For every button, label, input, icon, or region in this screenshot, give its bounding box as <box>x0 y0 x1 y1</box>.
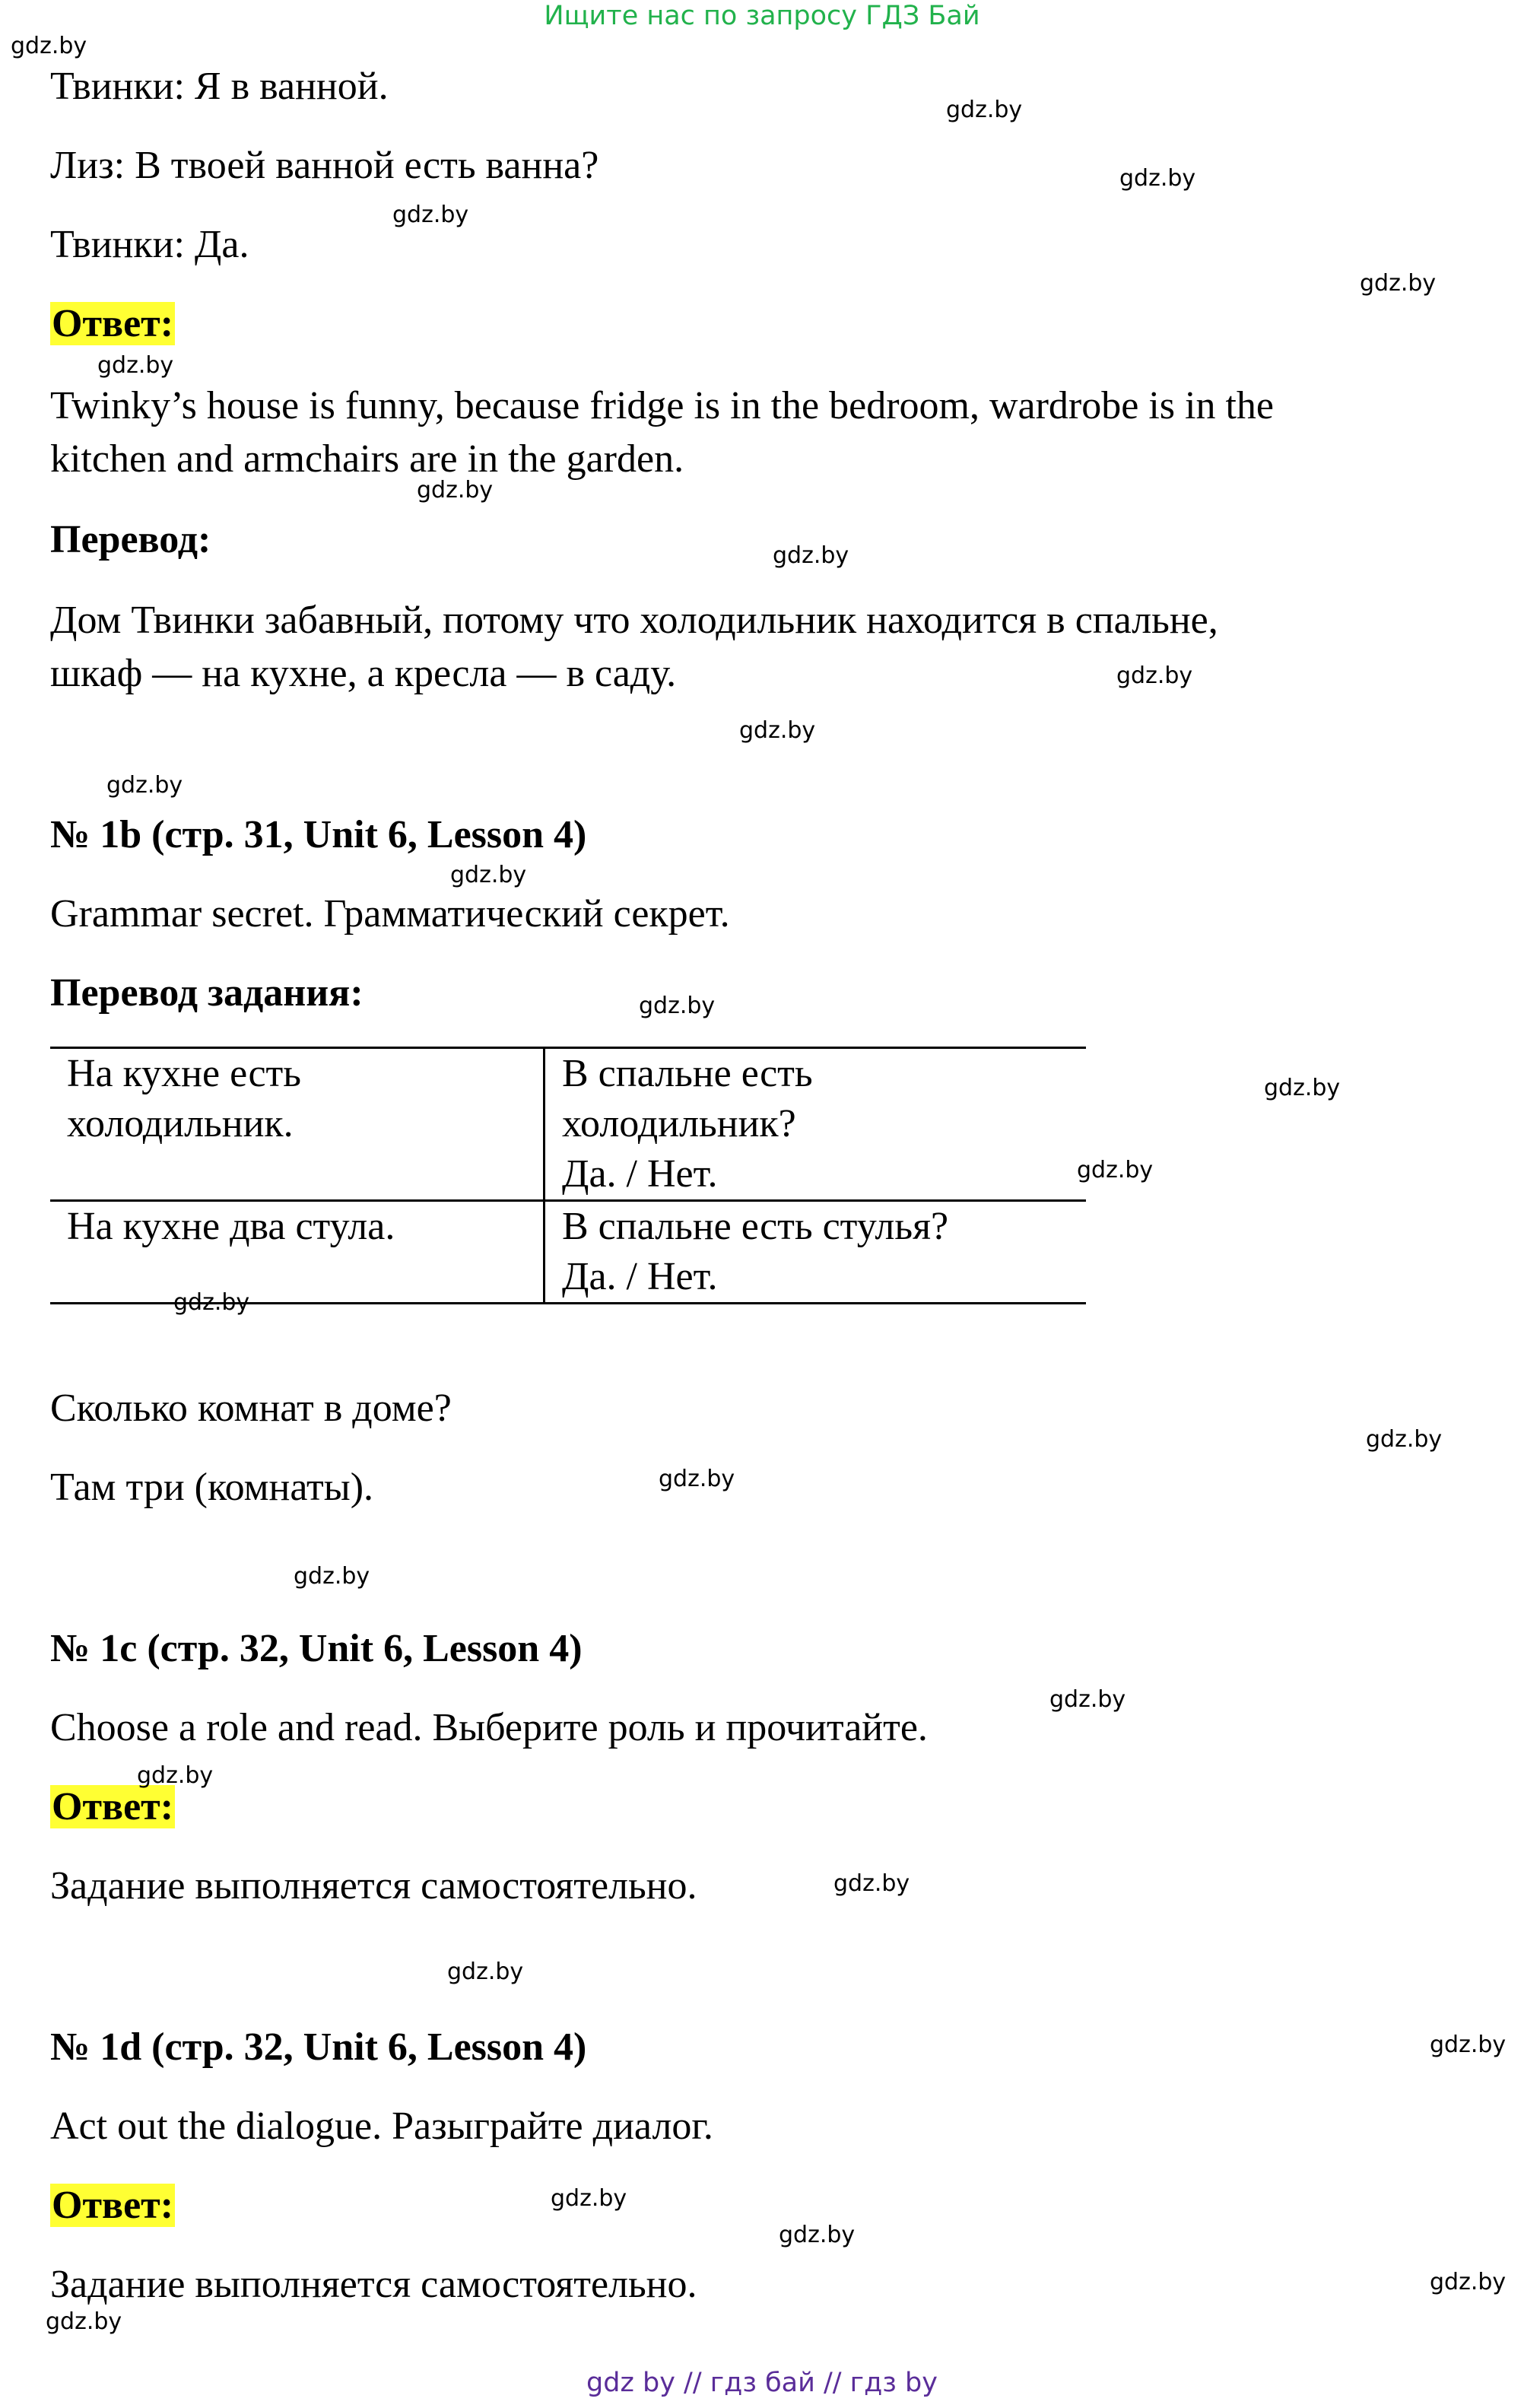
dialogue-line: Лиз: В твоей ванной есть ванна? <box>50 144 599 187</box>
watermark: gdz.by <box>551 2185 627 2212</box>
answer-text: Задание выполняется самостоятельно. <box>50 2263 697 2306</box>
translation-line: шкаф — на кухне, а кресла — в саду. <box>50 652 677 695</box>
footer-links[interactable]: gdz by // гдз бай // гдз by <box>586 2368 938 2398</box>
answer-text: Там три (комнаты). <box>50 1466 374 1509</box>
watermark: gdz.by <box>97 352 174 379</box>
exercise-task-1b: Grammar secret. Грамматический секрет. <box>50 892 730 936</box>
exercise-task-1c: Choose a role and read. Выберите роль и прочитайте. <box>50 1706 928 1749</box>
watermark: gdz.by <box>1430 2032 1507 2058</box>
watermark: gdz.by <box>773 542 849 569</box>
watermark: gdz.by <box>1116 662 1193 689</box>
watermark: gdz.by <box>1430 2269 1507 2295</box>
watermark: gdz.by <box>106 772 183 799</box>
watermark: gdz.by <box>11 33 87 59</box>
translation-line: Дом Твинки забавный, потому что холодильник находится в спальне, <box>50 599 1218 642</box>
watermark: gdz.by <box>137 1762 214 1789</box>
answer-label: Ответ: <box>52 1785 174 1828</box>
table-cell: На кухне есть холодильник. <box>50 1048 545 1201</box>
watermark: gdz.by <box>417 477 494 504</box>
watermark: gdz.by <box>1077 1157 1154 1183</box>
task-translation-label: Перевод задания: <box>50 971 364 1015</box>
grammar-table <box>50 1047 1086 1304</box>
table-cell: В спальне есть стулья? Да. / Нет. <box>545 1201 1087 1304</box>
watermark: gdz.by <box>173 1289 250 1316</box>
answer-label: Ответ: <box>52 2184 174 2227</box>
table-cell: На кухне два стула. <box>50 1201 545 1304</box>
watermark: gdz.by <box>1119 165 1196 192</box>
watermark: gdz.by <box>450 862 527 888</box>
watermark: gdz.by <box>639 993 716 1019</box>
question-text: Сколько комнат в доме? <box>50 1387 452 1430</box>
watermark: gdz.by <box>1264 1075 1341 1101</box>
watermark: gdz.by <box>392 202 469 228</box>
answer-text: Задание выполняется самостоятельно. <box>50 1864 697 1908</box>
watermark: gdz.by <box>946 97 1023 123</box>
exercise-heading-1b: № 1b (стр. 31, Unit 6, Lesson 4) <box>50 813 587 856</box>
watermark: gdz.by <box>739 717 816 744</box>
watermark: gdz.by <box>1366 1426 1443 1453</box>
answer-label: Ответ: <box>52 302 174 345</box>
table-row <box>50 1048 1086 1201</box>
answer-line: kitchen and armchairs are in the garden. <box>50 437 684 481</box>
watermark: gdz.by <box>1049 1686 1126 1713</box>
exercise-task-1d: Act out the dialogue. Разыграйте диалог. <box>50 2105 713 2148</box>
watermark: gdz.by <box>833 1870 910 1897</box>
top-banner[interactable]: Ищите нас по запросу ГДЗ Бай <box>544 1 980 31</box>
translation-label: Перевод: <box>50 518 211 561</box>
table-row <box>50 1201 1086 1304</box>
answer-line: Twinky’s house is funny, because fridge is in the bedroom, wardrobe is in the <box>50 384 1274 427</box>
watermark: gdz.by <box>447 1958 524 1985</box>
table-cell: В спальне есть холодильник? Да. / Нет. <box>545 1048 1087 1201</box>
dialogue-line: Твинки: Я в ванной. <box>50 65 389 108</box>
dialogue-line: Твинки: Да. <box>50 223 249 266</box>
watermark: gdz.by <box>779 2222 856 2248</box>
watermark: gdz.by <box>294 1563 370 1590</box>
exercise-heading-1c: № 1c (стр. 32, Unit 6, Lesson 4) <box>50 1627 583 1670</box>
watermark: gdz.by <box>1360 270 1437 297</box>
watermark: gdz.by <box>46 2308 122 2335</box>
exercise-heading-1d: № 1d (стр. 32, Unit 6, Lesson 4) <box>50 2025 587 2069</box>
watermark: gdz.by <box>659 1466 735 1492</box>
